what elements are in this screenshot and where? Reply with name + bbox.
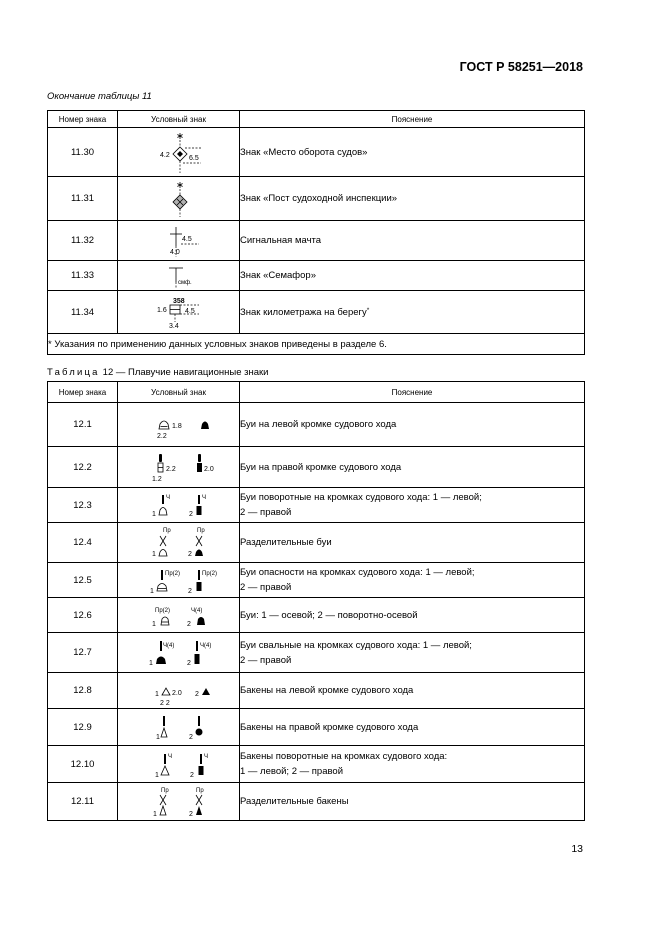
symbol-label: 2 [194, 690, 199, 698]
buoy-top [198, 495, 200, 504]
sign-number: 12.8 [48, 673, 118, 709]
symbol-label: Ч(4) [162, 642, 174, 649]
symbol-label: 4.5 [184, 307, 195, 315]
explanation-text: Буи на левой кромке судового хода [240, 419, 397, 430]
conventional-sign [118, 261, 240, 291]
symbol-label: 1 [148, 659, 153, 667]
sign-explanation [240, 523, 585, 563]
conventional-sign [118, 633, 240, 673]
symbol-label: 1.2 [151, 475, 162, 483]
symbol-label: Ч [203, 753, 208, 760]
symbol-label: смф. [177, 279, 192, 286]
conventional-sign [118, 563, 240, 598]
sign-explanation [240, 261, 585, 291]
explanation-text [240, 305, 584, 320]
symbol-label: 1.6 [156, 306, 167, 314]
symbol-label: 2 [187, 550, 192, 558]
symbol-label: Ч [201, 494, 206, 501]
symbol-label: Ч(4) [190, 607, 202, 614]
beacon-top [198, 716, 200, 726]
conventional-sign [118, 709, 240, 746]
explanation-text: Бакены поворотные на кромках судового хода: [240, 751, 448, 762]
table-row [48, 673, 585, 709]
conventional-sign [118, 128, 240, 177]
beacon-filled [198, 766, 203, 775]
sign-number: 11.33 [48, 261, 118, 291]
buoy-filled [196, 582, 201, 591]
symbol-label: Пр(2) [154, 607, 170, 614]
sign-11-30-graphic [119, 129, 239, 176]
beacon-outline [162, 688, 170, 695]
symbol-label: 2 2 [159, 699, 170, 707]
table-row [48, 488, 585, 523]
table-row [48, 598, 585, 633]
sign-12-4-graphic [119, 524, 239, 562]
table-row [48, 523, 585, 563]
sign-11-31-graphic [119, 178, 239, 220]
sign-12-6-graphic [119, 599, 239, 632]
symbol-label: Пр [160, 787, 169, 794]
conventional-sign [118, 177, 240, 221]
beacon-outline [161, 766, 169, 775]
beacon-top [164, 754, 166, 764]
buoy-top [161, 570, 163, 580]
sign-explanation [240, 709, 585, 746]
column-header-sign: Условный знак [118, 111, 240, 128]
table-row [48, 783, 585, 821]
sign-explanation [240, 177, 585, 221]
sign-12-3-graphic [119, 489, 239, 522]
symbol-label: 2 [188, 510, 193, 518]
symbol-label: Ч [167, 753, 172, 760]
explanation-text: Разделительные бакены [240, 796, 349, 807]
explanation-text: Разделительные буи [240, 537, 332, 548]
symbol-label: Пр [196, 527, 205, 534]
sign-number: 12.7 [48, 633, 118, 673]
table-row [48, 177, 585, 221]
symbol-label: 2 [187, 587, 192, 595]
buoy-top [198, 570, 200, 580]
conventional-sign [118, 746, 240, 783]
explanation-text: 2 — правой [240, 507, 292, 518]
caption-text: 12 — Плавучие навигационные знаки [102, 367, 269, 378]
buoy-outline [157, 583, 167, 591]
conventional-sign [118, 673, 240, 709]
table-row [48, 128, 585, 177]
symbol-label: 2 [186, 659, 191, 667]
beacon-filled [196, 806, 202, 815]
buoy-top [159, 454, 162, 462]
explanation-text: Бакены на левой кромке судового хода [240, 685, 414, 696]
beacon-filled [195, 728, 202, 735]
buoy-filled [197, 463, 202, 472]
symbol-label: 1 [152, 810, 157, 818]
symbol-label: 1 [155, 733, 160, 741]
buoy-outline [159, 507, 167, 515]
sign-number: 11.34 [48, 291, 118, 334]
sign-explanation [240, 633, 585, 673]
symbol-label: 6.5 [188, 154, 199, 162]
sign-number: 11.32 [48, 221, 118, 261]
explanation-text: 2 — правой [240, 654, 292, 666]
symbol-label: 2 [188, 810, 193, 818]
buoy-top [198, 454, 201, 462]
beacon-top [200, 754, 202, 764]
symbol-label: Пр [162, 527, 171, 534]
sign-explanation [240, 673, 585, 709]
buoy-top [196, 641, 198, 651]
asterisk-mark [177, 133, 182, 139]
standard-designation: ГОСТ Р 58251—2018 [459, 60, 583, 74]
symbol-label: Пр(2) [201, 570, 217, 577]
conventional-sign [118, 783, 240, 821]
explanation-text: Знак «Семафор» [240, 270, 316, 281]
column-header-sign: Условный знак [118, 382, 240, 403]
symbol-label: 2 [188, 733, 193, 741]
sign-explanation [240, 291, 585, 334]
sign-number: 12.10 [48, 746, 118, 783]
symbol-label: 1 [151, 620, 156, 628]
explanation-text: Знак «Пост судоходной инспекции» [240, 193, 398, 204]
sign-explanation [240, 488, 585, 523]
buoy-outline [161, 617, 169, 625]
symbol-label: 2 [189, 771, 194, 779]
buoy-filled [194, 654, 199, 664]
page-number: 13 [571, 843, 583, 855]
conventional-sign [118, 447, 240, 488]
table-header-row [48, 111, 585, 128]
conventional-sign [118, 403, 240, 447]
sign-12-5-graphic [119, 564, 239, 597]
symbol-label: Пр(2) [164, 570, 180, 577]
table-footnote: * Указания по применению данных условных знаков приведены в разделе 6. [48, 334, 585, 355]
table-row [48, 403, 585, 447]
sign-explanation [240, 221, 585, 261]
explanation-text: Буи поворотные на кромках судового хода: 1 — левой; [240, 492, 482, 503]
explanation-text: Буи опасности на кромках судового хода: 1 — левой; [240, 567, 475, 578]
conventional-sign [118, 221, 240, 261]
table-12 [47, 381, 585, 821]
column-header-explanation: Пояснение [240, 111, 585, 128]
column-header-number: Номер знака [48, 111, 118, 128]
explanation-text: 1 — левой; 2 — правой [240, 766, 344, 777]
symbol-label: 1 [149, 587, 154, 595]
conventional-sign [118, 523, 240, 563]
table-row [48, 291, 585, 334]
symbol-label: 1 [154, 771, 159, 779]
sign-number: 12.2 [48, 447, 118, 488]
symbol-label: 1 [154, 690, 159, 698]
symbol-label: 4.5 [181, 235, 192, 243]
symbol-label: Ч(4) [199, 642, 211, 649]
explanation-text: Буи: 1 — осевой; 2 — поворотно-осевой [240, 609, 418, 621]
conventional-sign [118, 291, 240, 334]
buoy-top [162, 495, 164, 504]
table-row [48, 709, 585, 746]
table-12-caption [47, 367, 268, 378]
sign-number: 12.6 [48, 598, 118, 633]
sign-explanation [240, 783, 585, 821]
buoy-filled [201, 421, 209, 429]
sign-11-33-graphic [119, 262, 239, 290]
symbol-label: 1 [151, 550, 156, 558]
symbol-label: 1.8 [171, 422, 182, 430]
buoy-outline [159, 421, 169, 429]
sign-12-11-graphic [119, 784, 239, 820]
sign-12-2-graphic [119, 448, 239, 487]
table-row [48, 633, 585, 673]
sign-12-9-graphic [119, 710, 239, 745]
symbol-label: 2.2 [165, 465, 176, 473]
sign-12-8-graphic [119, 674, 239, 708]
explanation-text: 2 — правой [240, 582, 292, 593]
explanation-text: Знак «Место оборота судов» [240, 146, 368, 158]
sign-explanation [240, 128, 585, 177]
sign-number: 12.11 [48, 783, 118, 821]
buoy-filled [197, 617, 205, 625]
symbol-label: 4.0 [169, 248, 180, 256]
conventional-sign [118, 598, 240, 633]
table-row [48, 261, 585, 291]
table-11-caption: Окончание таблицы 11 [47, 91, 152, 102]
buoy-filled [196, 506, 201, 515]
column-header-explanation: Пояснение [240, 382, 585, 403]
sign-number: 12.9 [48, 709, 118, 746]
sign-number: 12.3 [48, 488, 118, 523]
sign-number: 12.5 [48, 563, 118, 598]
diamond-core [177, 151, 183, 157]
table-row [48, 746, 585, 783]
buoy-outline [159, 549, 167, 556]
sign-number: 11.30 [48, 128, 118, 177]
table-row [48, 563, 585, 598]
table-header-row [48, 382, 585, 403]
conventional-sign [118, 488, 240, 523]
symbol-label: Пр [195, 787, 204, 794]
sign-explanation [240, 447, 585, 488]
beacon-outline [161, 728, 167, 737]
explanation-text: Буи на правой кромке судового хода [240, 461, 402, 473]
sign-12-1-graphic [119, 404, 239, 446]
symbol-label: 2.0 [203, 465, 214, 473]
explanation-text: Бакены на правой кромке судового хода [240, 721, 419, 733]
symbol-label: Ч [165, 494, 170, 501]
sign-12-7-graphic [119, 634, 239, 672]
explanation-text: Сигнальная мачта [240, 235, 322, 246]
symbol-label: 3.4 [168, 322, 179, 330]
symbol-label: 2.2 [156, 432, 167, 440]
footnote-row [48, 334, 585, 355]
sign-explanation [240, 563, 585, 598]
sign-explanation [240, 598, 585, 633]
symbol-label: 1 [151, 510, 156, 518]
sign-number: 11.31 [48, 177, 118, 221]
buoy-filled [156, 656, 166, 664]
beacon-filled [202, 688, 210, 695]
explanation-main: Знак километража на берегу [240, 306, 367, 318]
sign-11-34-graphic [119, 292, 239, 333]
sign-explanation [240, 746, 585, 783]
sign-number: 12.4 [48, 523, 118, 563]
column-header-number: Номер знака [48, 382, 118, 403]
symbol-label: 2.0 [171, 689, 182, 697]
table-11 [47, 110, 585, 355]
sign-12-10-graphic [119, 747, 239, 782]
caption-label: Таблица [47, 367, 100, 378]
table-row [48, 221, 585, 261]
sign-11-32-graphic [119, 222, 239, 260]
sign-number: 12.1 [48, 403, 118, 447]
asterisk-mark [177, 182, 182, 188]
table-row [48, 447, 585, 488]
buoy-filled [195, 549, 203, 556]
explanation-text: Буи свальные на кромках судового хода: 1 — левой; [240, 639, 472, 651]
symbol-label: 2 [186, 620, 191, 628]
buoy-top [160, 641, 162, 651]
symbol-label: 4.2 [159, 151, 170, 159]
symbol-label: 358 [172, 297, 185, 305]
sign-explanation [240, 403, 585, 447]
beacon-outline [160, 806, 166, 815]
beacon-top [163, 716, 165, 726]
footnote-mark: * [366, 306, 370, 314]
